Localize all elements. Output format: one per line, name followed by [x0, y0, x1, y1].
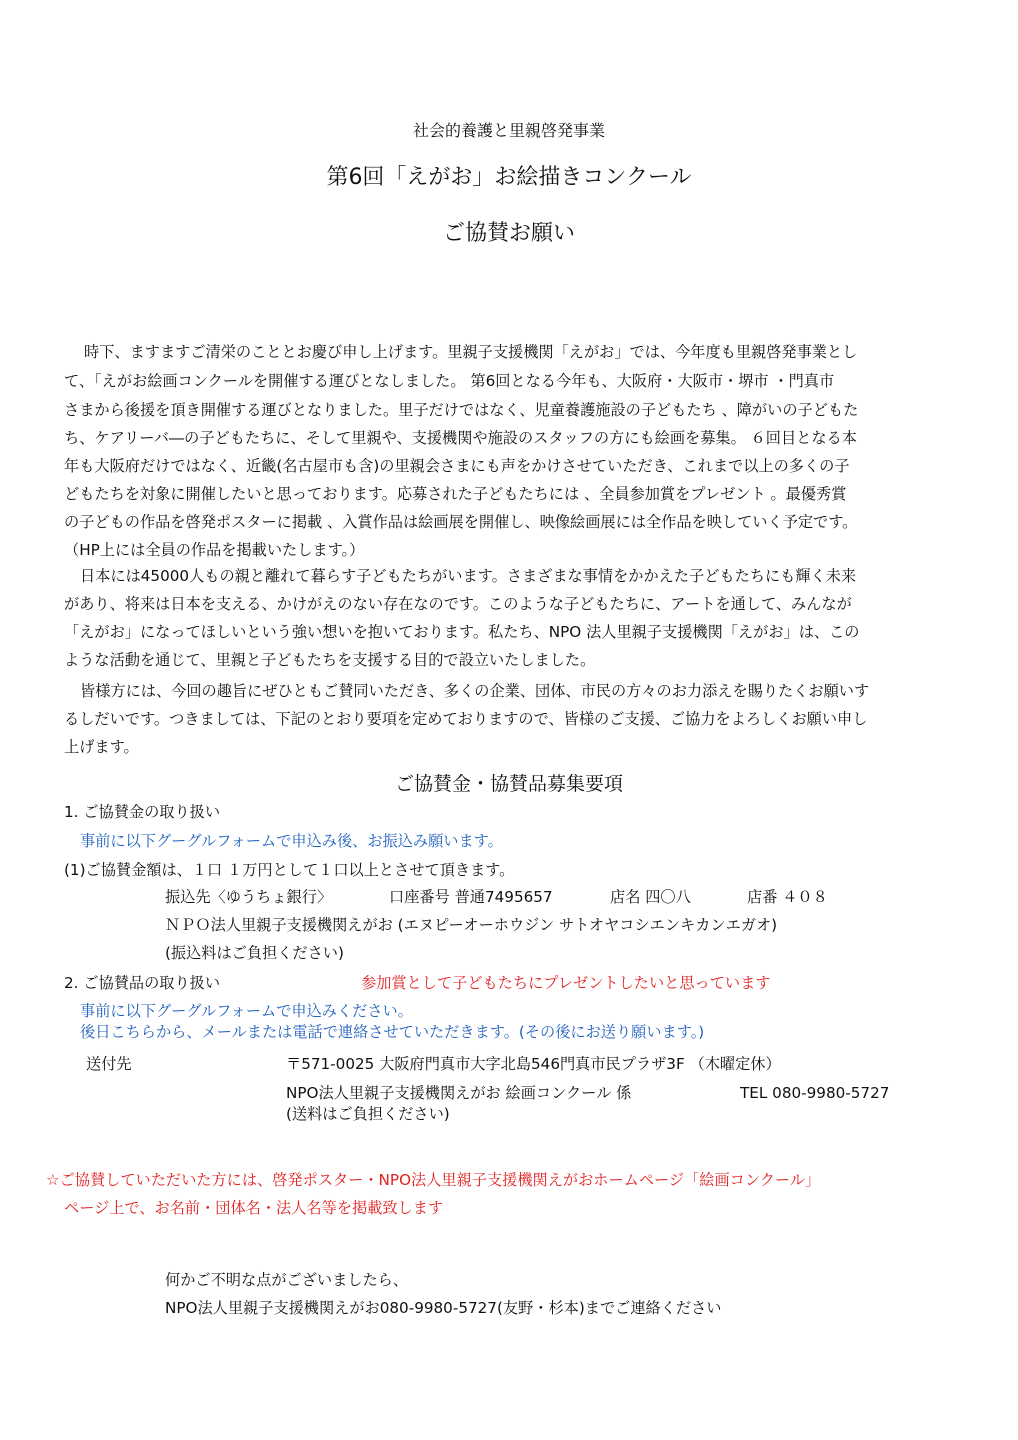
bank-name: 振込先〈ゆうちょ銀行〉 — [165, 888, 333, 906]
intro-line: さまから後援を頂き開催する運びとなりました。里子だけではなく、児童養護施設の子どもたち 、障がいの子どもた — [64, 401, 859, 419]
item1-heading: 1. ご協賛金の取り扱い — [64, 803, 221, 821]
para3-line: 皆様方には、今回の趣旨にぜひともご賛同いただき、多くの企業、団体、市民の方々のお力添えを賜りたくお願いす — [80, 682, 870, 700]
destination-tel: TEL 080-9980-5727 — [740, 1084, 890, 1102]
account-holder: ＮＰＯ法人里親子支援機関えがお (エヌピーオーホウジン サトオヤコシエンキカンエガオ) — [165, 916, 778, 934]
item2-purpose: 参加賞として子どもたちにプレゼントしたいと思っています — [361, 974, 771, 992]
para3-line: るしだいです。つきましては、下記のとおり要項を定めておりますので、皆様のご支援、ご協力をよろしくお願い申し — [64, 710, 868, 728]
intro-line: 年も大阪府だけではなく、近畿(名古屋市も含)の里親会さまにも声をかけさせていただき、これまで以上の多くの子 — [64, 457, 850, 475]
request-heading: ご協賛お願い — [442, 221, 575, 246]
intro-line: （HP上には全員の作品を掲載いたします。） — [64, 541, 365, 559]
destination-label: 送付先 — [86, 1055, 132, 1073]
destination-recipient: NPO法人里親子支援機関えがお 絵画コンクール 係 — [286, 1084, 632, 1102]
account-number: 口座番号 普通7495657 — [389, 888, 553, 906]
sponsor-notice-line-2: ページ上で、お名前・団体名・法人名等を掲載致します — [64, 1199, 444, 1217]
contact-line-1: 何かご不明な点がございましたら、 — [165, 1271, 408, 1289]
item2-heading: 2. ご協賛品の取り扱い — [64, 974, 221, 992]
transfer-fee-note: (振込料はご負担ください) — [165, 944, 344, 962]
intro-line: の子どもの作品を啓発ポスターに掲載 、入賞作品は絵画展を開催し、映像絵画展には全作品を映していく予定です。 — [64, 513, 858, 531]
contact-line-2: NPO法人里親子支援機関えがお080-9980-5727(友野・杉本)までご連絡ください — [165, 1299, 722, 1317]
para2-line: があり、将来は日本を支える、かけがえのない存在なのです。このような子どもたちに、アートを通して、みんなが — [64, 595, 852, 613]
document-title: 第6回「えがお」お絵描きコンクール — [326, 165, 692, 190]
item2-note-2: 後日こちらから、メールまたは電話で連絡させていただきます。(その後にお送り願います。) — [80, 1023, 705, 1041]
para2-line: 「えがお」になってほしいという強い想いを抱いております。私たち、NPO 法人里親子支援機関「えがお」は、この — [64, 623, 860, 641]
item1-amount: (1)ご協賛金額は、１口 １万円として１口以上とさせて頂きます。 — [64, 861, 515, 879]
intro-line: ち、ケアリーバ―の子どもたちに、そして里親や、支援機関や施設のスタッフの方にも絵画を募集。 ６回目となる本 — [64, 429, 857, 447]
shipping-fee-note: (送料はご負担ください) — [286, 1105, 450, 1123]
intro-line: 時下、ますますご清栄のこととお慶び申し上げます。里親子支援機関「えがお」では、今年度も里親啓発事業とし — [84, 343, 858, 361]
branch-name: 店名 四〇八 — [610, 888, 691, 906]
item2-note-1: 事前に以下グーグルフォームで申込みください。 — [80, 1002, 413, 1020]
document-subtitle: 社会的養護と里親啓発事業 — [412, 121, 605, 140]
para2-line: 日本には45000人もの親と離れて暮らす子どもたちがいます。さまざまな事情をかかえた子どもたちにも輝く未来 — [80, 567, 857, 585]
intro-line: どもたちを対象に開催したいと思っております。応募された子どもたちには 、全員参加賞をプレゼント 。最優秀賞 — [64, 485, 847, 503]
item1-note: 事前に以下グーグルフォームで申込み後、お振込み願います。 — [80, 832, 503, 850]
intro-line: て、「えがお絵画コンクールを開催する運びとなしました。 第6回となる今年も、大阪府・大阪市・堺市 ・門真市 — [64, 372, 835, 390]
section-title: ご協賛金・協賛品募集要項 — [394, 773, 623, 795]
destination-address: 〒571-0025 大阪府門真市大字北島546門真市民プラザ3F （木曜定休） — [286, 1055, 781, 1073]
para3-line: 上げます。 — [64, 738, 139, 756]
para2-line: ような活動を通じて、里親と子どもたちを支援する目的で設立いたしました。 — [64, 651, 596, 669]
sponsor-notice-line-1: ☆ご協賛していただいた方には、啓発ポスター・NPO法人里親子支援機関えがおホームページ「絵画コンクール」 — [46, 1171, 821, 1189]
branch-number: 店番 ４０８ — [747, 888, 828, 906]
